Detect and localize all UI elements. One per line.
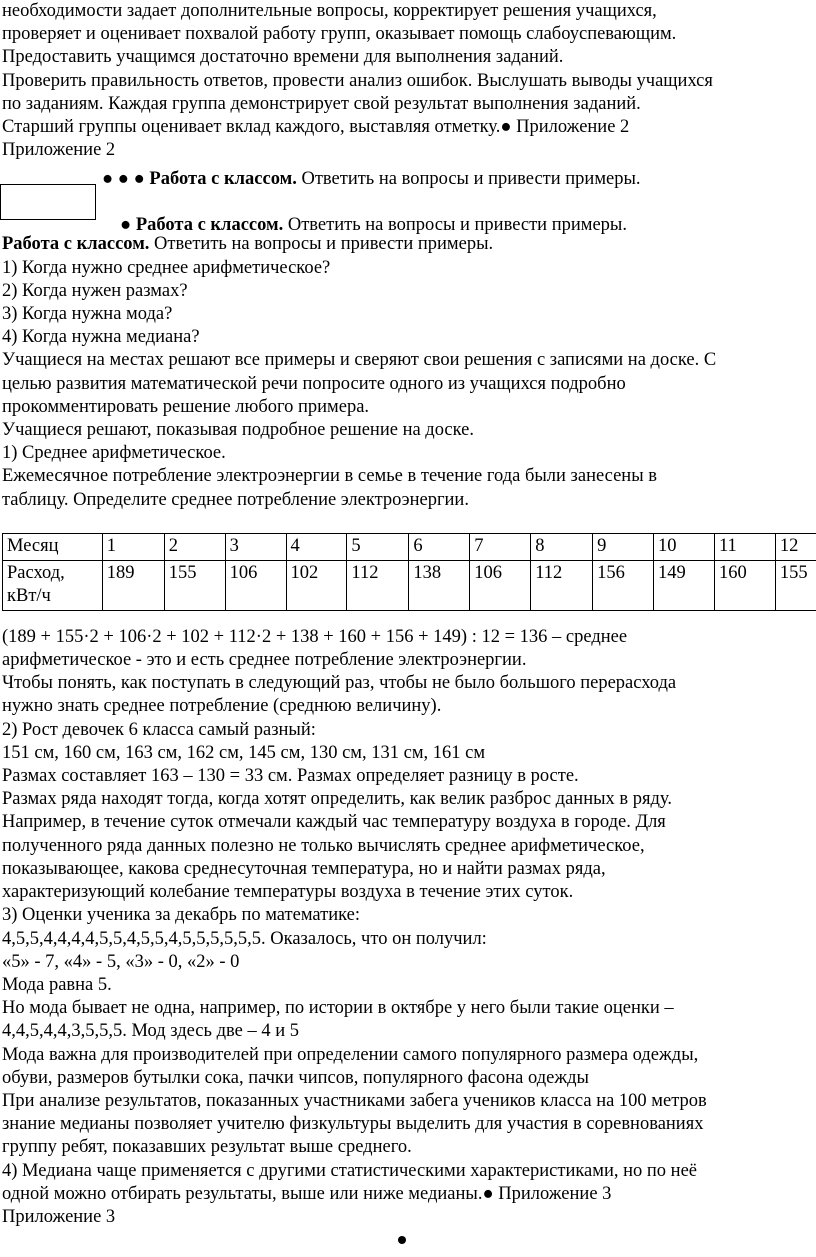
- text-line: Размах составляет 163 – 130 = 33 см. Размах определяет разницу в росте.: [2, 766, 579, 787]
- consumption-table: [2, 533, 816, 611]
- table-cell: 138: [409, 560, 470, 610]
- table-cell: 156: [593, 560, 654, 610]
- table-cell: 102: [286, 560, 347, 610]
- header-line: Расход,: [7, 562, 65, 583]
- table-cell: 1: [102, 533, 164, 560]
- text-line: необходимости задает дополнительные вопросы, корректирует решения учащихся,: [2, 1, 657, 21]
- bullet-dot-icon: [398, 1236, 406, 1244]
- text-line: Например, в течение суток отмечали каждый час температуру воздуха в городе. Для: [2, 812, 666, 833]
- bottom-paragraphs: [2, 626, 814, 1229]
- text-line: таблицу. Определите среднее потребление электроэнергии.: [2, 489, 469, 510]
- text-line: характеризующий колебание температуры воздуха в течение этих суток.: [2, 882, 574, 903]
- table-cell: 149: [654, 560, 715, 610]
- table-cell: 155: [775, 560, 816, 610]
- questions-list: [2, 257, 814, 350]
- question-item: 4) Когда нужна медиана?: [2, 327, 200, 348]
- question-item: 1) Когда нужно среднее арифметическое?: [2, 257, 331, 278]
- text-line: 2) Рост девочек 6 класса самый разный:: [2, 719, 316, 740]
- text-line: по заданиям. Каждая группа демонстрирует свой результат выполнения заданий.: [2, 93, 641, 114]
- table-cell: 5: [347, 533, 409, 560]
- table-cell: 11: [714, 533, 775, 560]
- text-line: Проверить правильность ответов, провести анализ ошибок. Выслушать выводы учащихся: [2, 70, 713, 91]
- text-line: группу ребят, показавших результат выше среднего.: [2, 1137, 412, 1158]
- text-line: целью развития математической речи попросите одного из учащихся подробно: [2, 373, 626, 394]
- document-page: [2, 0, 814, 1229]
- table-header-cell: [3, 560, 103, 610]
- text-line: одной можно отбирать результаты, выше или ниже медианы.● Приложение 3: [2, 1183, 612, 1204]
- text-line: «5» - 7, «4» - 5, «3» - 0, «2» - 0: [2, 951, 240, 972]
- table-cell: 106: [470, 560, 531, 610]
- bullet-line-1: [2, 162, 814, 198]
- bullet-line-2: [2, 210, 814, 242]
- text-line: Размах ряда находят тогда, когда хотят определить, как велик разброс данных в ряду.: [2, 789, 672, 810]
- table-cell: 8: [531, 533, 593, 560]
- text-line: 4) Медиана чаще применяется с другими статистическими характеристиками, но по неё: [2, 1160, 697, 1181]
- text-line: Приложение 2: [2, 140, 116, 161]
- table-cell: 189: [102, 560, 164, 610]
- text-line: полученного ряда данных полезно не только вычислять среднее арифметическое,: [2, 835, 645, 856]
- table-cell: 2: [164, 533, 225, 560]
- text-line: обуви, размеров бутылки сока, пачки чипсов, популярного фасона одежды: [2, 1067, 589, 1088]
- text-line: 4,4,5,4,4,3,5,5,5. Мод здесь две – 4 и 5: [2, 1021, 299, 1042]
- table-cell: 155: [164, 560, 225, 610]
- text-line: (189 + 155·2 + 106·2 + 102 + 112·2 + 138 + 160 + 156 + 149) : 12 = 136 – среднее: [2, 626, 628, 647]
- table-cell: 9: [593, 533, 654, 560]
- text-line: прокомментировать решение любого примера.: [2, 396, 370, 417]
- text-line: Учащиеся решают, показывая подробное решение на доске.: [2, 420, 475, 441]
- text-line: При анализе результатов, показанных участниками забега учеников класса на 100 метров: [2, 1090, 707, 1111]
- bold-heading: Работа с классом.: [149, 169, 297, 190]
- bullet-icon: ● ● ●: [102, 169, 145, 190]
- heading-text: Ответить на вопросы и привести примеры.: [296, 169, 641, 190]
- table-row: [3, 560, 816, 610]
- text-line: Предоставить учащимся достаточно времени для выполнения заданий.: [2, 47, 564, 68]
- text-line: Мода важна для производителей при определении самого популярного размера одежды,: [2, 1044, 699, 1065]
- text-line: Приложение 3: [2, 1206, 116, 1227]
- table-cell: 106: [225, 560, 286, 610]
- text-line: знание медианы позволяет учителю физкультуры выделить для участия в соревнованиях: [2, 1114, 704, 1135]
- text-line: Мода равна 5.: [2, 974, 112, 995]
- table-row: [3, 533, 816, 560]
- text-line: Учащиеся на местах решают все примеры и сверяют свои решения с записями на доске. С: [2, 350, 717, 371]
- table-cell: 3: [225, 533, 286, 560]
- question-item: 2) Когда нужен размах?: [2, 280, 188, 301]
- text-line: Но мода бывает не одна, например, по истории в октябре у него были такие оценки –: [2, 998, 674, 1019]
- table-cell: 6: [409, 533, 470, 560]
- text-line: Старший группы оценивает вклад каждого, выставляя отметку.● Приложение 2: [2, 117, 630, 138]
- bold-heading: Работа с классом.: [2, 234, 150, 255]
- bold-heading: Работа с классом.: [135, 215, 284, 236]
- header-line: кВт/ч: [7, 585, 51, 606]
- table-cell: 7: [470, 533, 531, 560]
- table-cell: 12: [775, 533, 816, 560]
- question-item: 3) Когда нужна мода?: [2, 304, 173, 325]
- table-cell: 10: [654, 533, 715, 560]
- bullet-icon: ●: [120, 215, 132, 236]
- heading-text: Ответить на вопросы и привести примеры.: [149, 234, 494, 255]
- middle-paragraph: [2, 349, 814, 511]
- heading-text: Ответить на вопросы и привести примеры.: [283, 215, 627, 236]
- empty-frame: [0, 184, 96, 220]
- text-line: 4,5,5,4,4,4,4,5,5,4,5,5,4,5,5,5,5,5,5. Оказалось, что он получил:: [2, 928, 487, 949]
- table-cell: 160: [714, 560, 775, 610]
- text-line: арифметическое - это и есть среднее потребление электроэнергии.: [2, 650, 527, 671]
- text-line: показывающее, какова среднесуточная температура, но и найти размах ряда,: [2, 858, 606, 879]
- text-line: Чтобы понять, как поступать в следующий раз, чтобы не было большого перерасхода: [2, 673, 677, 694]
- text-line: нужно знать среднее потребление (среднюю величину).: [2, 696, 442, 717]
- table-cell: 4: [286, 533, 347, 560]
- table-header-cell: Месяц: [3, 533, 103, 560]
- text-line: 151 см, 160 см, 163 см, 162 см, 145 см, 130 см, 131 см, 161 см: [2, 742, 486, 763]
- table-cell: 112: [531, 560, 593, 610]
- text-line: проверяет и оценивает похвалой работу групп, оказывает помощь слабоуспевающим.: [2, 24, 677, 45]
- table-cell: 112: [347, 560, 409, 610]
- text-line: 3) Оценки ученика за декабрь по математике:: [2, 905, 361, 926]
- text-line: Ежемесячное потребление электроэнергии в семье в течение года были занесены в: [2, 466, 657, 487]
- intro-paragraph: [2, 0, 814, 162]
- text-line: 1) Среднее арифметическое.: [2, 443, 226, 464]
